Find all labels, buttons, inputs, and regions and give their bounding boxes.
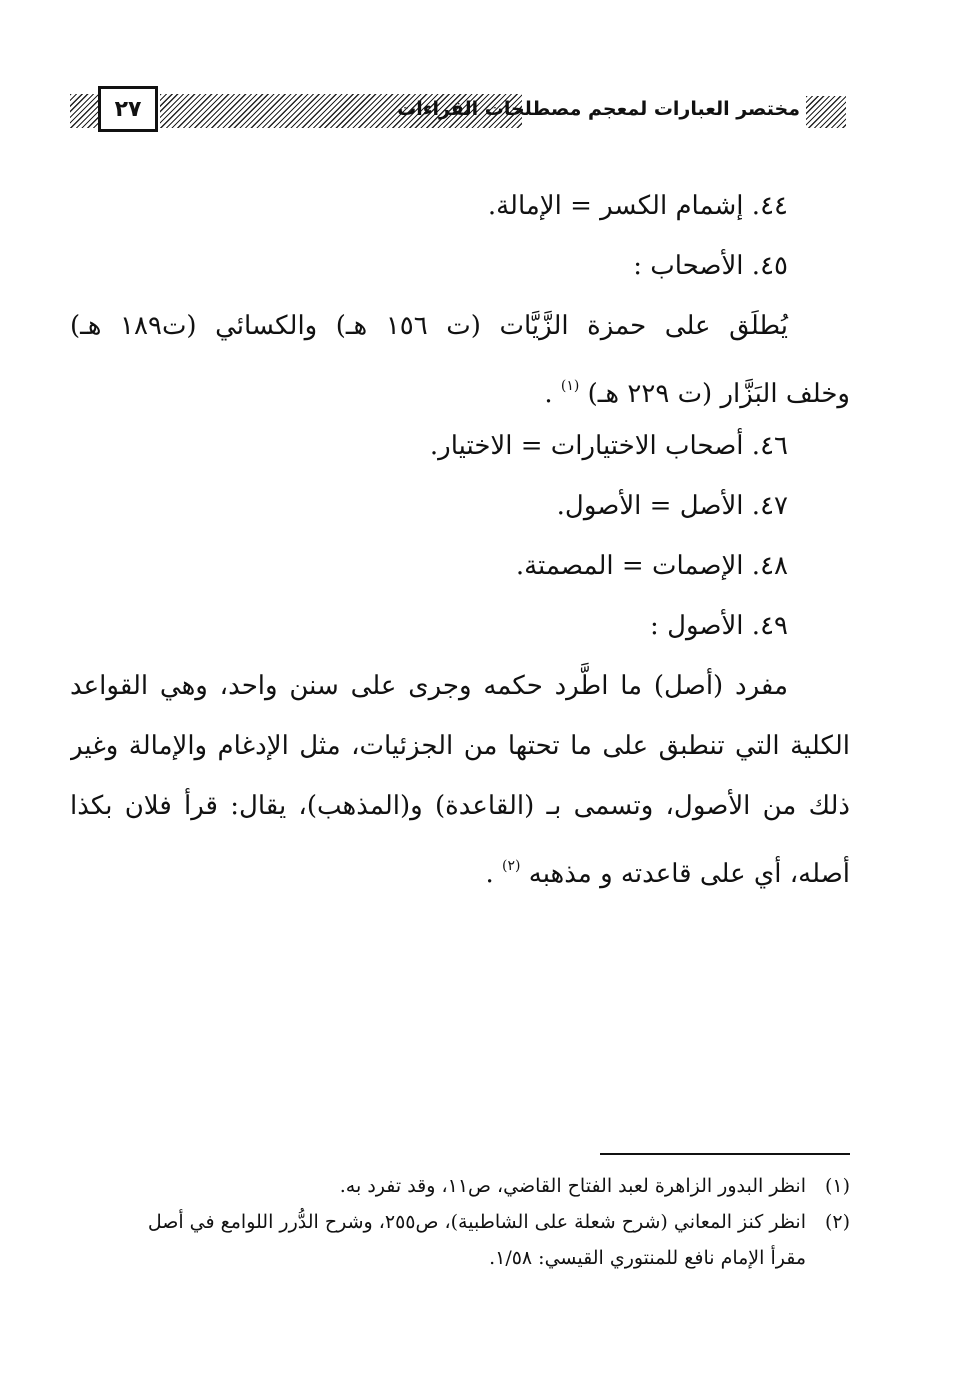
footnote-ref-2: (٢) — [502, 858, 521, 874]
footnote-separator — [600, 1153, 850, 1155]
entry-49-text-line — [70, 836, 850, 896]
entry-45-text-line: يُطلَق على حمزة الزَّيَّات (ت ١٥٦ هـ) والكسائي (ت١٨٩ هـ) — [70, 311, 788, 341]
entry-45-text: وخلف البَزَّار (ت ٢٢٩ هـ) — [587, 379, 850, 409]
footnote-text — [70, 1204, 806, 1276]
entry-49-text-line: الكلية التي تنطبق على ما تحتها من الجزئيات، مثل الإدغام والإمالة وغير — [70, 731, 850, 761]
entry-48: ٤٨. الإصمات = المصمتة. — [515, 551, 788, 581]
entry-47: ٤٧. الأصل = الأصول. — [556, 491, 788, 521]
footnote-text — [70, 1168, 806, 1204]
entry-49-heading: ٤٩. الأصول : — [650, 611, 788, 641]
header-hatch-decoration — [806, 96, 846, 128]
footnotes — [70, 1168, 850, 1276]
header-hatch-decoration — [70, 94, 98, 128]
footnote-line: انظر البدور الزاهرة لعبد الفتاح القاضي، ص١١، وقد تفرد به. — [339, 1175, 806, 1197]
book-title: مختصر العبارات لمعجم مصطلحات القراءات — [397, 98, 800, 120]
period: . — [544, 379, 553, 409]
entry-46: ٤٦. أصحاب الاختيارات = الاختيار. — [429, 431, 788, 461]
main-text — [70, 176, 850, 896]
footnote-number: (١) — [824, 1175, 850, 1197]
period: . — [485, 859, 494, 889]
footnote-ref-1: (١) — [560, 378, 580, 394]
page-header — [70, 82, 850, 142]
page-number: ٢٧ — [98, 86, 158, 132]
entry-49-text-line: ذلك من الأصول، وتسمى بـ (القاعدة) و(المذهب)، يقال: قرأ فلان بكذا — [70, 791, 850, 821]
entry-45-heading: ٤٥. الأصحاب : — [633, 251, 788, 281]
entry-49-text-line: مفرد (أصل) ما اطَّرد حكمه وجرى على سنن واحد، وهي القواعد — [70, 671, 788, 701]
entry-44: ٤٤. إشمام الكسر = الإمالة. — [487, 191, 788, 221]
footnote-line: مقرأ الإمام نافع للمنتوري القيسي: ١/٥٨. — [489, 1247, 806, 1269]
entry-45-text-line — [70, 356, 850, 416]
footnote-1 — [70, 1168, 850, 1204]
footnote-number: (٢) — [824, 1211, 850, 1233]
entry-49-text: أصله، أي على قاعدته و مذهبه — [528, 859, 850, 889]
footnote-line: انظر كنز المعاني (شرح شعلة على الشاطبية)، ص٢٥٥، وشرح الدُّرر اللوامع في أصل — [147, 1211, 806, 1233]
footnote-2 — [70, 1204, 850, 1276]
